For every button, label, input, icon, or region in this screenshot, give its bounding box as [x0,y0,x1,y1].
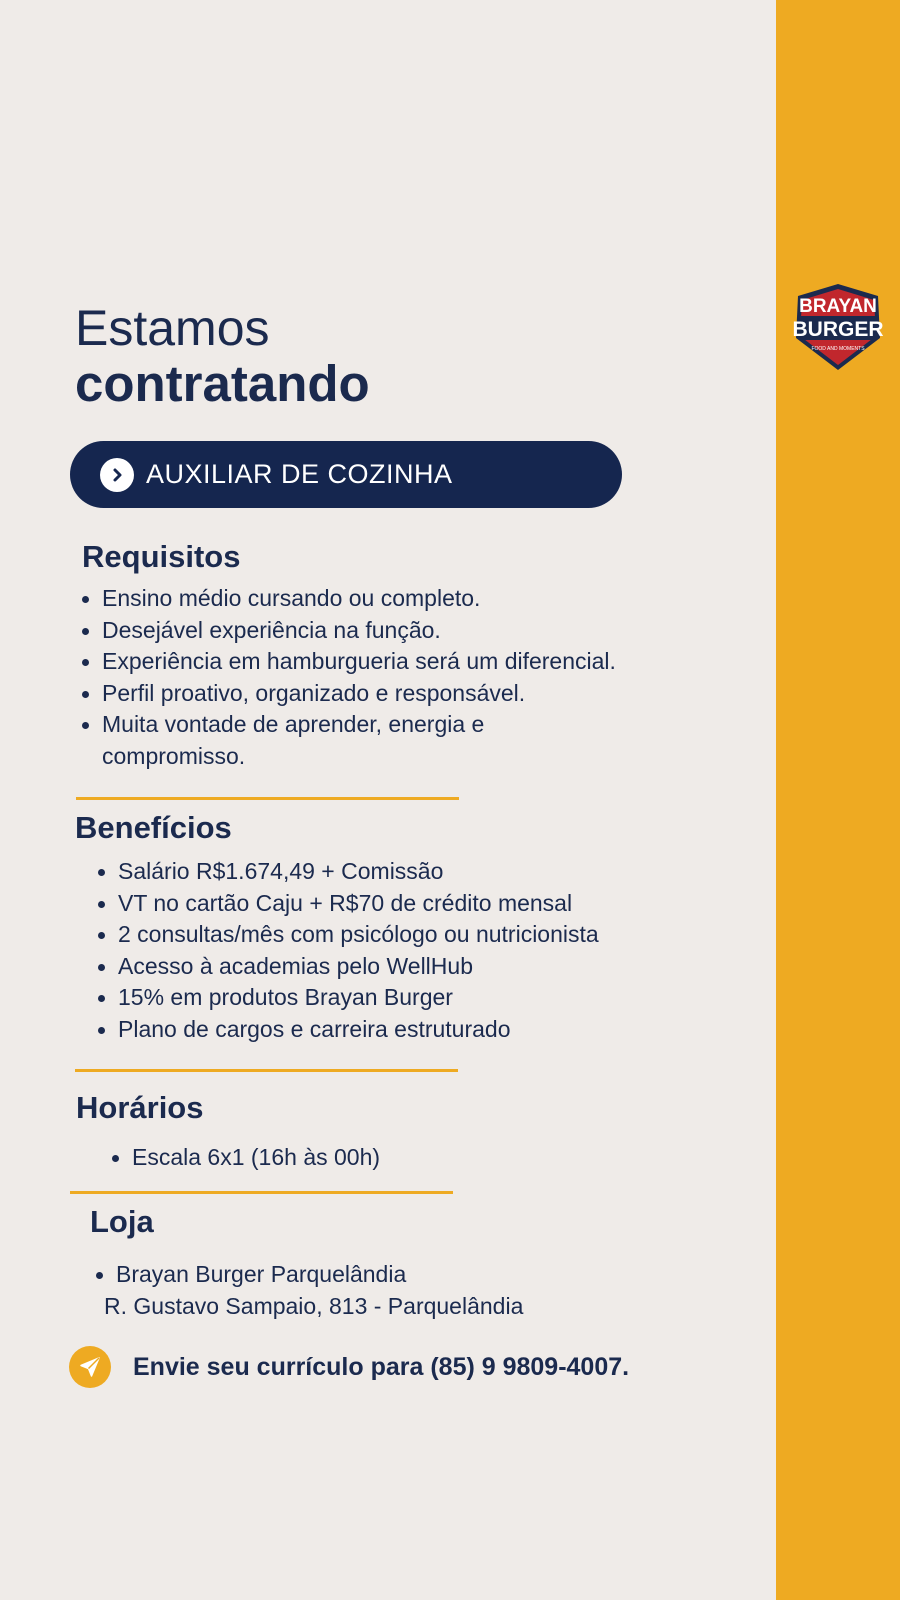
loja-title: Loja [90,1204,154,1239]
list-item: Acesso à academias pelo WellHub [96,951,746,983]
headline-line2: contratando [75,355,370,412]
list-item: 15% em produtos Brayan Burger [96,982,746,1014]
cta-text: Envie seu currículo para (85) 9 9809-4007. [133,1352,630,1381]
horarios-list [110,1142,710,1174]
send-icon [69,1346,111,1388]
headline-line1: Estamos [75,300,270,356]
list-item: Desejável experiência na função. [80,615,730,647]
list-item: Escala 6x1 (16h às 00h) [110,1142,710,1174]
page-title [75,300,370,412]
list-item: Perfil proativo, organizado e responsável. [80,678,730,710]
list-item: Brayan Burger Parquelândia [94,1259,694,1291]
position-badge [70,441,622,508]
list-item: Muita vontade de aprender, energia e compromisso. [80,709,572,772]
brayan-burger-logo [792,282,884,374]
horarios-title: Horários [76,1090,204,1125]
list-item: VT no cartão Caju + R$70 de crédito mensal [96,888,746,920]
store-address: R. Gustavo Sampaio, 813 - Parquelândia [104,1293,524,1319]
requisitos-title: Requisitos [82,539,241,574]
position-label: AUXILIAR DE COZINHA [146,459,453,489]
logo-line1: BRAYAN [799,296,877,317]
logo-tagline: FOOD AND MOMENTS [811,346,865,352]
requisitos-list [80,583,730,772]
section-divider [75,1069,458,1072]
beneficios-list [96,856,746,1045]
list-item: 2 consultas/mês com psicólogo ou nutricionista [96,919,746,951]
section-divider [76,797,459,800]
list-item: Experiência em hamburgueria será um diferencial. [80,646,730,678]
accent-stripe [776,0,900,1600]
contact-cta [69,1346,629,1388]
chevron-right-circle-icon [100,458,134,492]
list-item: Ensino médio cursando ou completo. [80,583,730,615]
list-item: Salário R$1.674,49 + Comissão [96,856,746,888]
loja-list [94,1259,694,1291]
beneficios-title: Benefícios [75,810,232,845]
section-divider [70,1191,453,1194]
list-item: Plano de cargos e carreira estruturado [96,1014,746,1046]
logo-line2: BURGER [792,318,884,341]
